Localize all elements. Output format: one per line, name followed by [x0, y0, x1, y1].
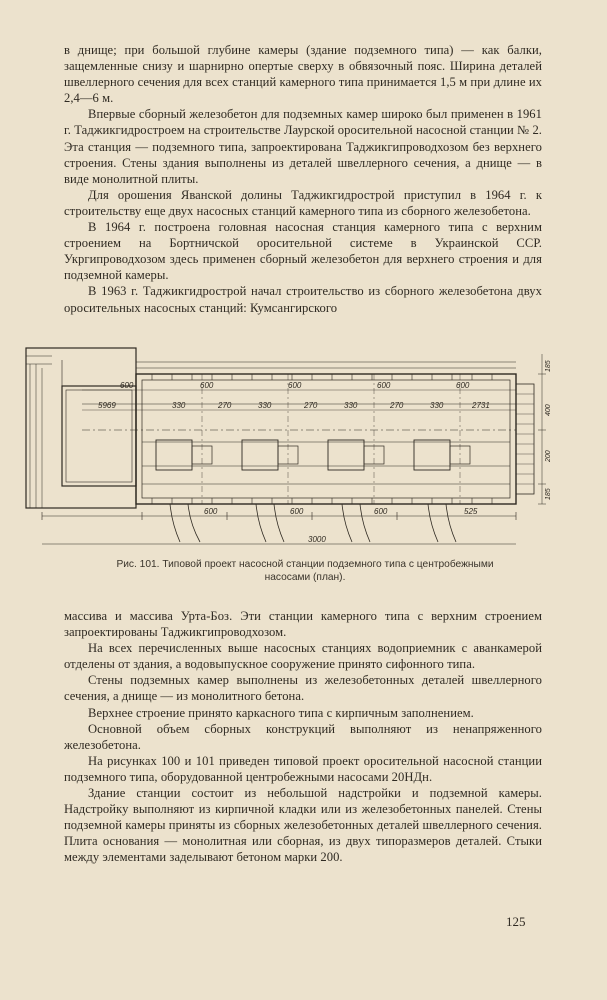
dim-label: 600 [200, 381, 214, 390]
paragraph: На всех перечисленных выше насосных станциях водоприемник с аванкамерой отделены от здания, а водовыпускное сооружение принято сифонного типа. [64, 641, 542, 672]
dim-label: 600 [290, 507, 304, 516]
dim-label: 270 [218, 401, 232, 410]
page-number: 125 [506, 914, 526, 929]
paragraph: Основной объем сборных конструкций выполняют из ненапряженного железобетона. [64, 721, 542, 752]
dim-label: 600 [288, 381, 302, 390]
dim-label: 270 [304, 401, 318, 410]
dim-label: 330 [172, 401, 186, 410]
dim-label: 185 [545, 488, 552, 500]
paragraph-continuation: в днище; при большой глубине камеры (здание подземного типа) — как балки, защемленные снизу и шарнирно опертые сверху в обвязочный пояс. Ширина деталей швеллерного сечения для всех станций камерного типа принимается 1,5 м при длине их 2,4—6 м. [64, 43, 542, 106]
dim-label: 270 [390, 401, 404, 410]
paragraph: На рисунках 100 и 101 приведен типовой проект оросительной насосной станции подземного типа, оборудованной центробежными насосами 20НДн. [64, 753, 542, 784]
caption-line: насосами (план). [264, 572, 346, 583]
figure-caption [60, 558, 550, 584]
paragraph: Для орошения Яванской долины Таджикгидрострой приступил в 1964 г. к строительству еще двух насосных станций камерного типа из сборного железобетона. [64, 187, 542, 218]
dim-label: 5969 [98, 401, 116, 410]
dim-label: 600 [374, 507, 388, 516]
dim-label: 200 [545, 450, 552, 462]
dim-label: 330 [258, 401, 272, 410]
dim-label: 600 [377, 381, 391, 390]
paragraph: Стены подземных камер выполнены из железобетонных деталей швеллерного сечения, а днище — из монолитного бетона. [64, 673, 542, 704]
top-text-block [64, 42, 542, 316]
dim-label: 2731 [472, 401, 490, 410]
dim-label: 3000 [308, 535, 326, 544]
dim-label: 600 [204, 507, 218, 516]
dim-label: 600 [120, 381, 134, 390]
paragraph: В 1964 г. построена головная насосная станция камерного типа с верхним строением на Бортничской оросительной системе в Украинской ССР. Укргипроводхозом здесь применен сборный железобетон для верхнего строения и для подземной камеры. [64, 220, 542, 283]
paragraph-continuation: массива и массива Урта-Боз. Эти станции камерного типа с верхним строением запроектированы Таджикгипроводхозом. [64, 609, 542, 640]
paragraph: Впервые сборный железобетон для подземных камер широко был применен в 1961 г. Таджикгидростроем на строительстве Лаурской оросительной насосной станции № 2. Эта станция — подземного типа, запроектирована Таджикгипроводхозом без верхнего строения. Стены здания выполнены из деталей швеллерного сечения, а днище — в виде монолитной плиты. [64, 107, 542, 186]
bottom-text-block [64, 608, 542, 866]
caption-line: Рис. 101. Типовой проект насосной станции подземного типа с центробежными [116, 559, 494, 570]
dim-label: 185 [545, 360, 552, 372]
pump-station-plan-drawing [22, 344, 556, 554]
dim-label: 330 [430, 401, 444, 410]
paragraph: Здание станции состоит из небольшой надстройки и подземной камеры. Надстройку выполняют из кирпичной кладки или из железобетонных панелей. Стены подземной камеры приняты из сборных железобетонных деталей швеллерного сечения. Плита основания — монолитная или сборная, из двух типоразмеров деталей. Стыки между элементами заделывают бетоном марки 200. [64, 786, 542, 865]
dim-label: 330 [344, 401, 358, 410]
dim-label: 600 [456, 381, 470, 390]
paragraph: В 1963 г. Таджикгидрострой начал строительство из сборного железобетона двух оросительных насосных станций: Кумсангирского [64, 284, 542, 315]
paragraph: Верхнее строение принято каркасного типа с кирпичным заполнением. [88, 705, 474, 720]
dim-label: 400 [545, 404, 552, 416]
dim-label: 525 [464, 507, 478, 516]
